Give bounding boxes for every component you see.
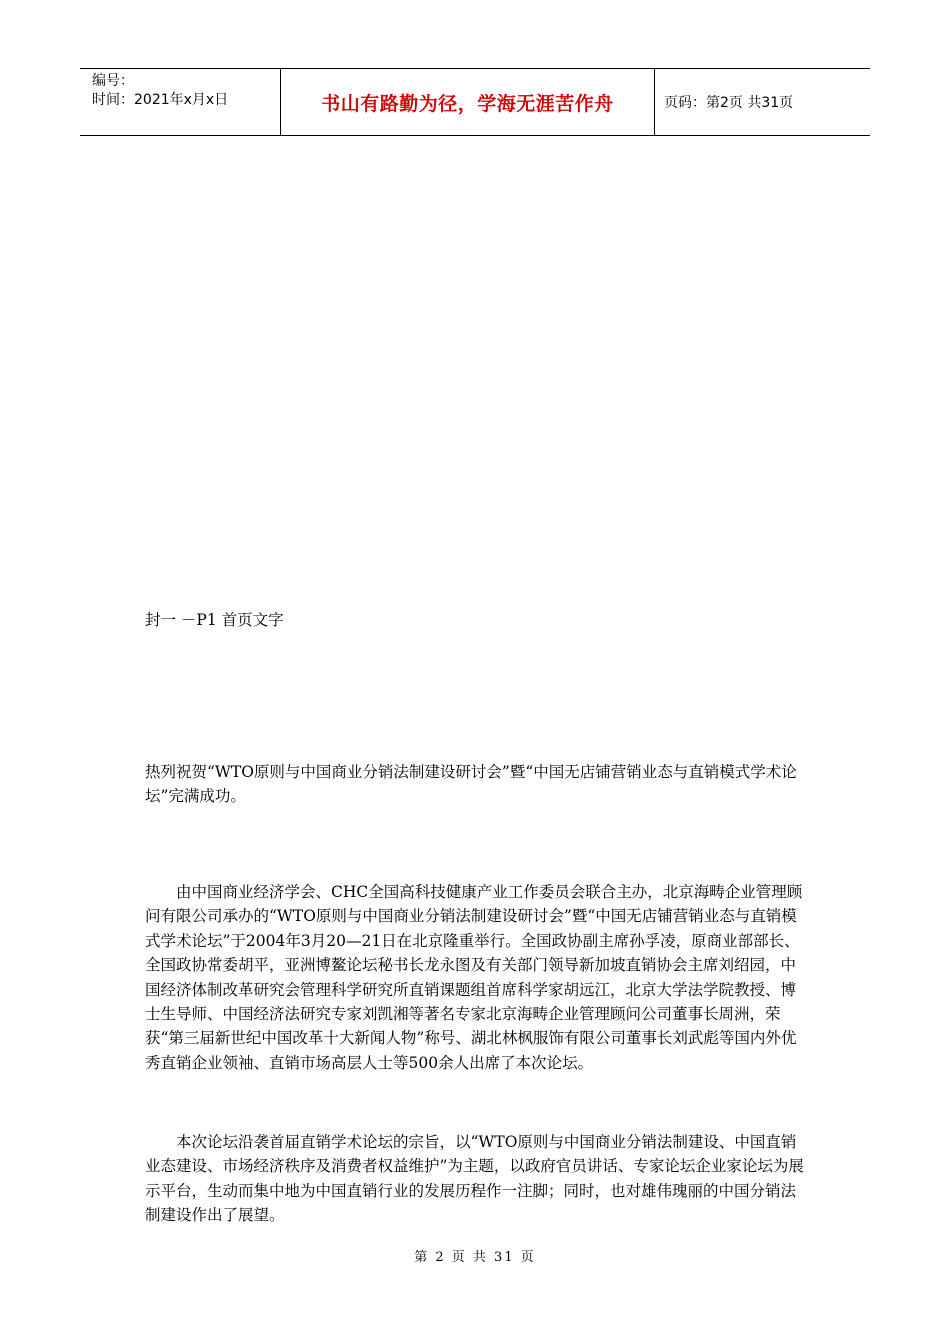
- header-motto: 书山有路勤为径，学海无涯苦作舟: [281, 69, 655, 135]
- header-page-code: 页码：第2页 共31页: [664, 95, 794, 111]
- time-label: 时间：2021年x月x日: [92, 92, 229, 108]
- page-footer: 第 2 页 共 31 页: [414, 1250, 536, 1265]
- number-label: 编号：: [92, 73, 134, 89]
- page-header: [80, 68, 870, 136]
- body-paragraph-2: 本次论坛沿袭首届直销学术论坛的宗旨，以“WTO原则与中国商业分销法制建设、中国直销业态建设、市场经济秩序及消费者权益维护”为主题，以政府官员讲话、专家论坛企业家论坛为展示平台，生动而集中地为中国直销行业的发展历程作一注脚；同时，也对雄伟瑰丽的中国分销法制建设作出了展望。: [145, 1133, 804, 1225]
- body-paragraph-1: 由中国商业经济学会、CHC全国高科技健康产业工作委员会联合主办，北京海畴企业管理顾问有限公司承办的“WTO原则与中国商业分销法制建设研讨会”暨“中国无店铺营销业态与直销模式学术论坛”于2004年3月20—21日在北京隆重举行。全国政协副主席孙孚凌，原商业部部长、全国政协常委胡平，亚洲博鳌论坛秘书长龙永图及有关部门领导新加坡直销协会主席刘绍园，中国经济体制改革研究会管理科学研究所直销课题组首席科学家胡远江，北京大学法学院教授、博士生导师、中国经济法研究专家刘凯湘等著名专家北京海畴企业管理顾问公司董事长周洲，荣获“第三届新世纪中国改革十大新闻人物”称号、湖北林枫服饰有限公司董事长刘武彪等国内外优秀直销企业领袖、直销市场高层人士等500余人出席了本次论坛。: [145, 883, 803, 1072]
- cover-line: 封一 －P1 首页文字: [145, 611, 284, 629]
- greeting-paragraph: 热列祝贺“WTO原则与中国商业分销法制建设研讨会”暨“中国无店铺营销业态与直销模式学术论坛”完满成功。: [145, 763, 797, 806]
- header-meta: [80, 69, 281, 135]
